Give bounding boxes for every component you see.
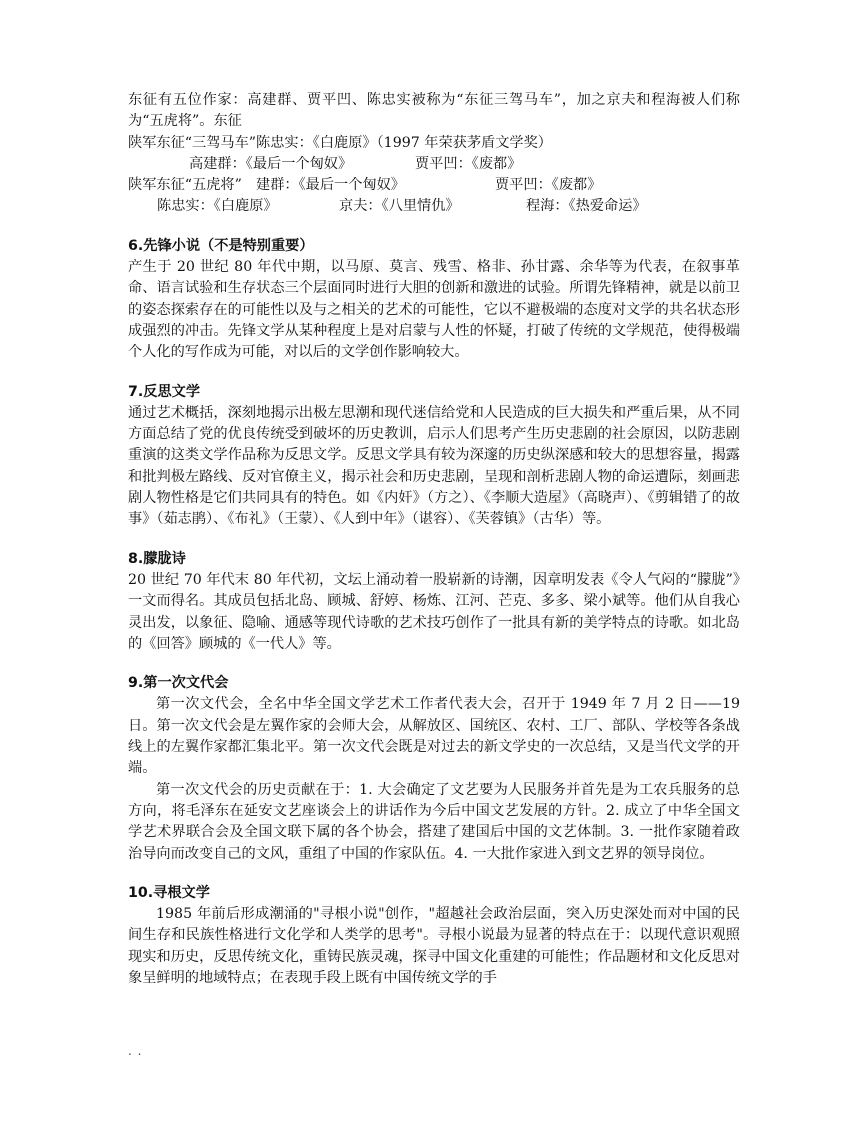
intro-row-text: 陈忠实：《白鹿原》 — [157, 198, 278, 215]
section-paragraph: 第一次文代会的历史贡献在于：1. 大会确定了文艺要为人民服务并首先是为工农兵服务的总方向，将毛泽东在延安文艺座谈会上的讲话作为今后中国文艺发展的方针。2. 成立了中华全国文学艺术界联合会及全国文联下属的各个协会，搭建了建国后中国的文艺体制。3. 一批作家随着政治导向而改变自己的文风，重组了中国的作家队伍。4. 一大批作家进入到文艺界的领导岗位。 — [128, 781, 740, 862]
intro-row-text: 京夫：《八里情仇》 — [339, 198, 460, 215]
section-paragraph: 产生于 20 世纪 80 年代中期，以马原、莫言、残雪、格非、孙甘露、余华等为代表，在叙事革命、语言试验和生存状态三个层面同时进行大胆的创新和激进的试验。所谓先锋精神，就是以前卫的姿态探索存在的可能性以及与之相关的艺术的可能性，它以不避极端的态度对文学的共名状态形成强烈的冲击。先锋文学从某种程度上是对启蒙与人性的怀疑，打破了传统的文学规范，使得极端个人化的写作成为可能，对以后的文学创作影响较大。 — [128, 259, 740, 361]
section-paragraph: 1985 年前后形成潮涌的"寻根小说"创作，"超越社会政治层面，突入历史深处而对中国的民间生存和民族性格进行文化学和人类学的思考"。寻根小说最为显著的特点在于：以现代意识观照现实和历史，反思传统文化，重铸民族灵魂，探寻中国文化重建的可能性；作品题材和文化反思对象呈鲜明的地域特点；在表现手段上既有中国传统文学的手 — [128, 906, 740, 986]
intro-row — [128, 154, 740, 175]
intro-row-text: 贾平凹：《废都》 — [415, 155, 522, 172]
footer-marker: . . — [128, 1044, 143, 1058]
intro-row — [128, 175, 740, 196]
intro-row-text: 陕军东征“三驾马车”陈忠实：《白鹿原》（1997 年荣获茅盾文学奖） — [128, 134, 552, 151]
intro-paragraph: 东征有五位作家：高建群、贾平凹、陈忠实被称为“东征三驾马车”，加之京夫和程海被人们称为“五虎将”。东征 — [128, 92, 740, 130]
section-heading: 7.反思文学 — [128, 383, 201, 400]
intro-row — [128, 133, 740, 154]
intro-row-text: 贾平凹：《废都》 — [495, 177, 602, 194]
section-paragraph: 第一次文代会，全名中华全国文学艺术工作者代表大会，召开于 1949 年 7 月 2 日——19 日。第一次文代会是左翼作家的会师大会，从解放区、国统区、农村、工厂、部队、学校等各条战线上的左翼作家都汇集北平。第一次文代会既是对过去的新文学史的一次总结，又是当代文学的开端。 — [128, 696, 740, 777]
section-heading: 10.寻根文学 — [128, 884, 210, 901]
section-paragraph: 20 世纪 70 年代末 80 年代初，文坛上涌动着一股崭新的诗潮，因章明发表《令人气闷的“朦胧”》一文而得名。其成员包括北岛、顾城、舒婷、杨炼、江河、芒克、多多、梁小斌等。他们从自我心灵出发，以象征、隐喻、通感等现代诗歌的艺术技巧创作了一批具有新的美学特点的诗歌。如北岛的《回答》顾城的《一代人》等。 — [128, 571, 740, 652]
intro-row — [128, 196, 740, 217]
section-heading: 9.第一次文代会 — [128, 675, 229, 692]
section-heading: 8.朦胧诗 — [128, 550, 186, 567]
section-heading: 6.先锋小说（不是特别重要） — [128, 237, 314, 254]
document-page — [128, 90, 740, 989]
intro-row-text: 程海：《热爱命运》 — [526, 198, 647, 215]
intro-row-text: 陕军东征“五虎将” 建群：《最后一个匈奴》 — [128, 177, 405, 194]
section-paragraph: 通过艺术概括，深刻地揭示出极左思潮和现代迷信给党和人民造成的巨大损失和严重后果，从不同方面总结了党的优良传统受到破坏的历史教训，启示人们思考产生历史悲剧的社会原因，以防悲剧重演的这类文学作品称为反思文学。反思文学具有较为深邃的历史纵深感和较大的思想容量，揭露和批判极左路线、反对官僚主义，揭示社会和历史悲剧，呈现和剖析悲剧人物的命运遭际，刻画悲剧人物性格是它们共同具有的特色。如《内奸》（方之）、《李顺大造屋》（高晓声）、《剪辑错了的故事》（茹志鹃）、《布礼》（王蒙）、《人到中年》（谌容）、《芙蓉镇》（古华）等。 — [128, 404, 740, 528]
intro-row-text: 高建群：《最后一个匈奴》 — [189, 155, 353, 172]
